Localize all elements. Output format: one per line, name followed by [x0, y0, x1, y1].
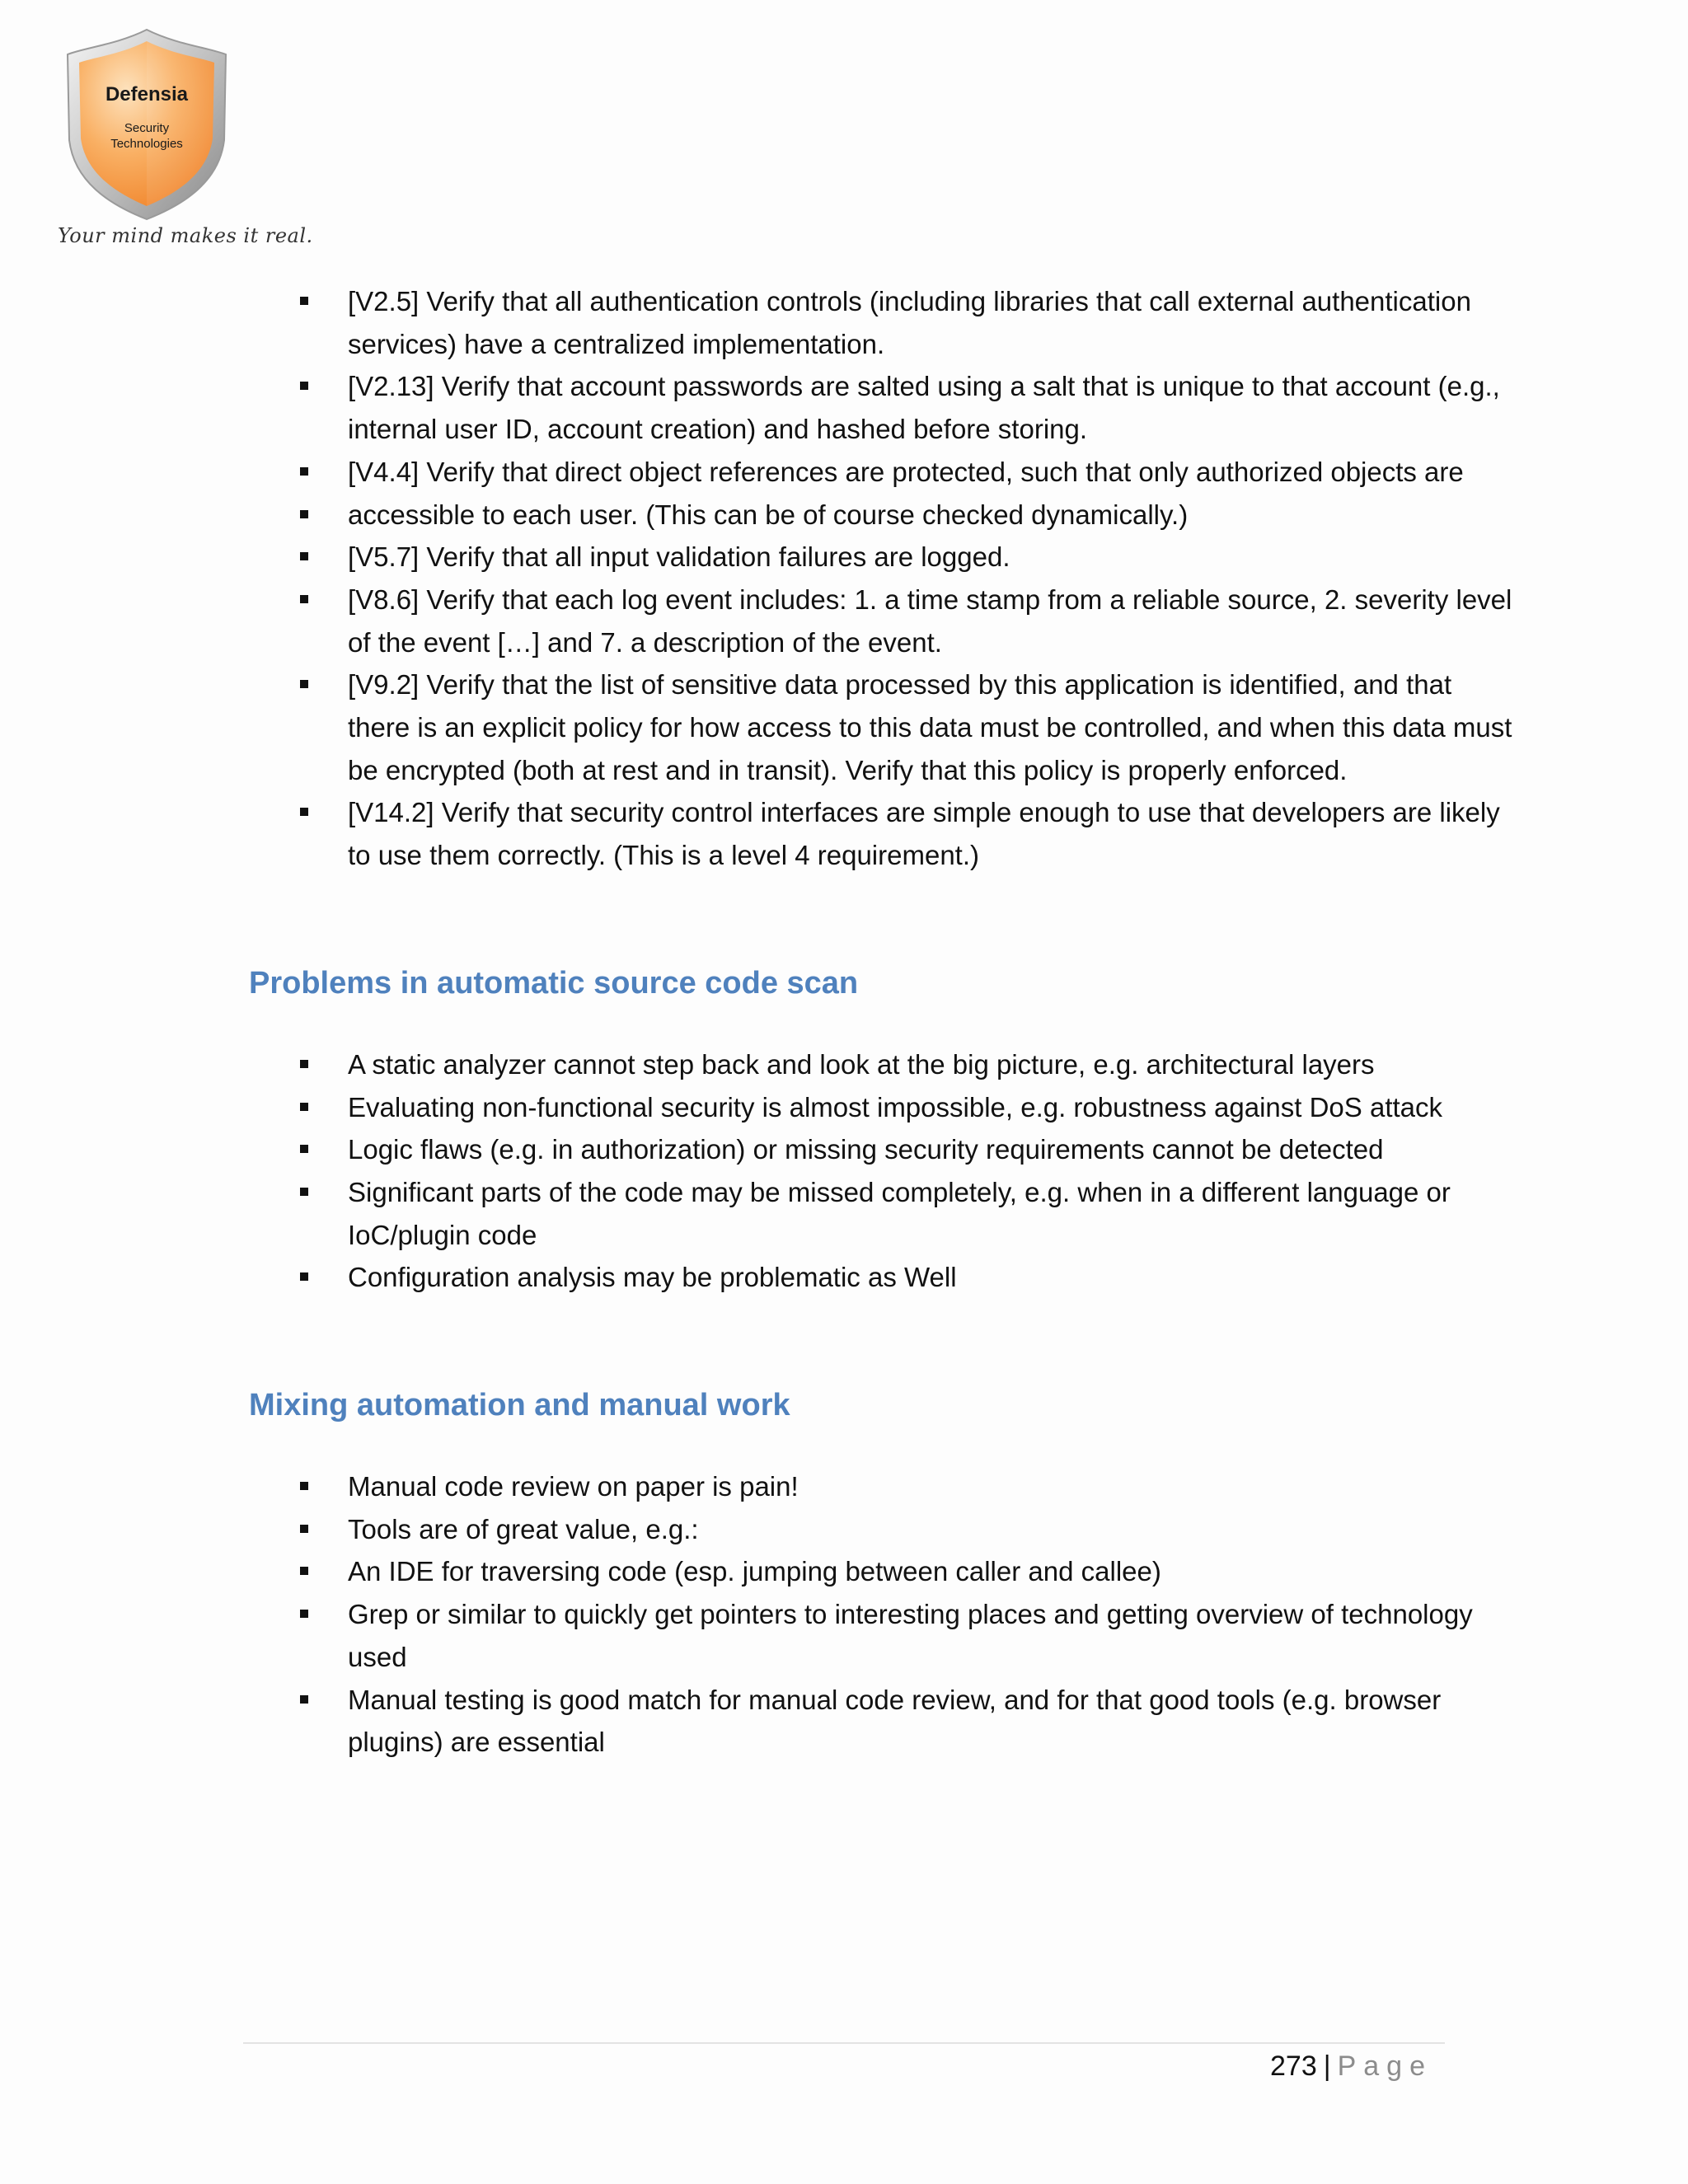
- list-item: [V8.6] Verify that each log event includes: 1. a time stamp from a reliable source, 2. severity level of the event […] and 7. a description of the event.: [249, 579, 1518, 663]
- logo-sub-text-2: Technologies: [110, 137, 183, 151]
- list-item: [V2.5] Verify that all authentication controls (including libraries that call external authentication services) have a centralized implementation.: [249, 280, 1518, 365]
- section-heading-mixing: Mixing automation and manual work: [249, 1388, 790, 1423]
- list-item: Grep or similar to quickly get pointers to interesting places and getting overview of technology used: [249, 1593, 1518, 1678]
- page-number: 273: [1270, 2050, 1317, 2082]
- list-item: A static analyzer cannot step back and look at the big picture, e.g. architectural layers: [249, 1043, 1518, 1086]
- list-item: [V2.13] Verify that account passwords are salted using a salt that is unique to that account (e.g., internal user ID, account creation) and hashed before storing.: [249, 365, 1518, 450]
- list-item: [V14.2] Verify that security control interfaces are simple enough to use that developers are likely to use them correctly. (This is a level 4 requirement.): [249, 791, 1518, 876]
- footer-divider: [243, 2042, 1445, 2044]
- list-item: Manual code review on paper is pain!: [249, 1465, 1518, 1508]
- list-item: [V4.4] Verify that direct object references are protected, such that only authorized objects are: [249, 451, 1518, 494]
- page-label: Page: [1337, 2050, 1432, 2082]
- list-item: Configuration analysis may be problematic as Well: [249, 1256, 1518, 1299]
- list-item: Logic flaws (e.g. in authorization) or missing security requirements cannot be detected: [249, 1128, 1518, 1171]
- company-logo: [51, 25, 242, 255]
- list-item: Significant parts of the code may be missed completely, e.g. when in a different language or IoC/plugin code: [249, 1171, 1518, 1256]
- list-item: [V5.7] Verify that all input validation failures are logged.: [249, 536, 1518, 579]
- list-item: [V9.2] Verify that the list of sensitive data processed by this application is identified, and that there is an explicit policy for how access to this data must be controlled, and when this data must be encrypted (both at rest and in transit). Verify that this policy is properly enforced.: [249, 663, 1518, 791]
- shield-logo-icon: [51, 25, 242, 223]
- section-heading-problems: Problems in automatic source code scan: [249, 965, 859, 1001]
- mixing-list: [249, 1465, 1473, 1764]
- list-item: Evaluating non-functional security is almost impossible, e.g. robustness against DoS attack: [249, 1086, 1518, 1129]
- list-item: An IDE for traversing code (esp. jumping between caller and callee): [249, 1550, 1518, 1593]
- page-footer: [1270, 2046, 1432, 2087]
- logo-main-text: Defensia: [105, 83, 189, 105]
- list-item: Manual testing is good match for manual code review, and for that good tools (e.g. browser plugins) are essential: [249, 1679, 1518, 1764]
- logo-sub-text-1: Security: [124, 121, 170, 135]
- problems-list: [249, 1043, 1451, 1299]
- list-item: Tools are of great value, e.g.:: [249, 1508, 1518, 1551]
- main-content: [249, 280, 1512, 1764]
- list-item: accessible to each user. (This can be of course checked dynamically.): [249, 494, 1518, 537]
- logo-tagline: Your mind makes it real.: [58, 224, 313, 247]
- footer-separator: |: [1323, 2050, 1331, 2082]
- requirements-list: [249, 280, 1512, 877]
